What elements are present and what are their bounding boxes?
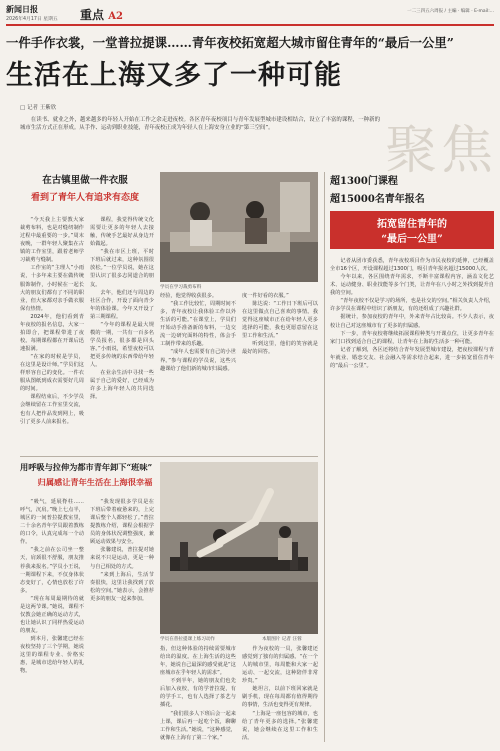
col4-para: 听到这里，他们的笑容就是最好的回答。 xyxy=(242,341,318,356)
photo-credit: 本版图片 记者 汪蓉 xyxy=(262,637,302,642)
section-name: 重点 xyxy=(80,8,105,22)
s2-para: “我之前在公司坐一整天，肩颈很不舒服，朋友推荐我来报名。”学员小王说，一期课程下来，不仅身体状态变好了，心情也放松了许多。 xyxy=(20,547,84,594)
s2-para: “上海是一座包容的城市，也给了青年更多的选择。”张馨建说，她会继续在这里工作和生活。 xyxy=(242,710,318,741)
main-headline: 生活在上海又多了一种可能 xyxy=(6,60,342,91)
paper-name: 新闻日报 xyxy=(6,4,38,14)
page-header xyxy=(6,4,494,24)
s2-para: 张馨建说，普拉提对她来说不只是运动，更是一种与自己相处的方式。 xyxy=(90,547,154,570)
byline: □ 记者 王紫欣 xyxy=(20,105,57,111)
s2-para: 她坦言，以前下班回家就是刷手机，现在每周都有值得期待的事情，生活也变得更有规律。 xyxy=(242,686,318,709)
s1-para: “在家的时候是学员，在这里是设计师。”学员们这样形容自己的变化。一件衣服从图纸到成衣需要好几周的时间。 xyxy=(20,354,84,393)
col2-para: “今年的课程是最大规模的一期，一共有一百多名学员报名，很多都是回头客。”小雨说，希望夜校可以把更多传统的东西带给年轻人。 xyxy=(90,321,154,369)
col2-para: “我在市区上班，平时下班后就过来，这种氛围很放松。”一位学员说，她在这里认识了很多志同道合的朋友。 xyxy=(90,249,154,288)
sidebar xyxy=(330,172,494,742)
s2-para: “吸气，延展脊柱……呼气，沉肩。”晚上七点半，城区的一间普拉提教室里，二十余名青年学员跟着教练的口令，认真完成每一个动作。 xyxy=(20,499,84,546)
col3-para: “成年人也需要有自己的小世界。”参与课程的学员说，这些兴趣课给了他们新的城市归属感。 xyxy=(160,349,236,372)
pilates-class-photo xyxy=(160,462,318,634)
sidebar-para: 记者从团市委获悉，青年夜校项目作为市民夜校的延伸，已经覆盖全市16个区，开设课程超过1300门，吸引青年报名超过15000人次。 xyxy=(330,258,494,273)
section1-col1 xyxy=(20,216,84,452)
s2-para: 到本月，张馨建已经在夜校坚持了三个学期，她说这里的课程专业、价格实惠，是城市送给年轻人的礼物。 xyxy=(20,636,84,675)
pilates-scene xyxy=(160,462,318,634)
section2-title: 用呼吸与拉伸为都市青年卸下“班味” xyxy=(20,462,153,472)
section-label xyxy=(80,6,123,23)
sidebar-para: 记者了解到，各区还将结合青年发展型城市建设，把夜校课程与青年就业、婚恋交友、社会融入等需求结合起来，进一步拓宽留住青年的“最后一公里”。 xyxy=(330,346,494,369)
sidebar-vertical-rule xyxy=(324,172,325,742)
section1-col2 xyxy=(90,216,154,452)
lead-paragraph: 在读书、就业之外，越来越多的年轻人开始在工作之余走进夜校。各区青年夜校项目与青年发展型城市建设相结合，设立了丰富的课程，一种新的城市生活方式正在形成。从手作、运动到职业技能，青年夜校正成为年轻人在上海安身立业的“第三空间”。 xyxy=(20,117,380,132)
s2-para: “我发现很多学员是在下班后带着疲惫来的，上完课后整个人都轻松了。”普拉提教练介绍，课程会根据学员的身体状况调整强度，兼顾运动效果与安全。 xyxy=(90,499,154,546)
col2-para: 在业余生活中寻找一些属于自己的爱好，已经成为许多上海年轻人的共同选择。 xyxy=(90,370,154,401)
sidebar-para: 今年以来，各区围绕青年需求，不断丰富课程内容，涵盖文化艺术、运动健身、职业技能等多个门类，让青年在八小时之外找到提升自我的空间。 xyxy=(330,274,494,297)
section1-subtitle: 看到了青年人有追求有态度 xyxy=(30,193,139,203)
col3-para: 经验，他觉得收获很多。 xyxy=(160,293,218,299)
s2-para: “来到上海后，生活节奏很快，这里让我找到了放松的空间。”她表示，会推荐更多的朋友一起来参加。 xyxy=(90,571,154,602)
section2-col1 xyxy=(20,498,84,743)
s2-para: “现在每周最期待的就是这两节课。”她说，课程不仅教会她正确的运动方式，也让她认识了同样热爱运动的朋友。 xyxy=(20,595,84,634)
header-right-info: 一二三四五六周报 / 主編 · 编辑 · E-mail:... xyxy=(407,9,494,14)
sidebar-para: 下一步，青年夜校将继续拓展课程种类与开课点位，让更多青年在家门口找到适合自己的课程，让青年在上海的生活多一种可能。 xyxy=(330,330,494,345)
section1-header xyxy=(20,172,150,203)
sidebar-title-2: 超15000名青年报名 xyxy=(330,194,425,205)
sidebar-banner xyxy=(330,211,494,249)
photo1-caption: 学员在学习裁剪布料 xyxy=(160,285,202,290)
sewing-class-photo xyxy=(160,172,318,282)
section2-subtitle: 归属感让青年生活在上海很幸福 xyxy=(37,477,153,487)
section1-col3 xyxy=(160,292,236,452)
col2-para: 去年，他们还与周边的社区合作，开设了面向青少年的体验课。今年又开设了第三期课程。 xyxy=(90,289,154,320)
s2-para: 指，但这种体验的持续需要城市给出的温度。在上海生活的这些年，她说自己最深的感受就是“这座城市在乎年轻人的需求”。 xyxy=(160,646,236,677)
section2-col2 xyxy=(90,498,154,743)
section2-col4 xyxy=(242,645,318,743)
s1-para: “今天我上主要教大家裁剪布料，也是对缝纫制作过程中最重要的一步。”周末夜晚，一群年轻人聚集在古镇的工作室里，跟着老师学习裁剪与缝制。 xyxy=(20,217,84,264)
section1-title: 在古镇里做一件衣服 xyxy=(42,175,128,186)
s1-para: 2024年，他们看到青年夜校的报名信息，大家一拍即合，把课程带进了夜校。每期课程都在开课后迅速报满。 xyxy=(20,313,84,352)
sidebar-body xyxy=(330,257,494,737)
sidebar-para: “青年夜校不仅是学习的场所，也是社交的空间。”相关负责人介绍，许多学员在课程中结识了新朋友，有的还组成了兴趣社群。 xyxy=(330,298,494,313)
section2-col3 xyxy=(160,645,236,743)
col4-para: 陈达说：“工作日下班后可以在这里做点自己喜欢的事情。我觉得这座城市正在给年轻人更多选择的可能，我也更愿意留在这里工作和生活。” xyxy=(242,301,318,340)
photo2-caption: 学员在普拉提课上练习动作 xyxy=(160,637,216,642)
s2-para: 作为夜校的一员，张馨建还感觉到了独有的归属感。“在一个人的城市里，每周能和大家一起运动、一起交流，这种陪伴非常珍贵。” xyxy=(242,646,318,685)
s2-para: 不到半年，她的朋友们也先后加入夜校，有的学普拉提，有的学手工，也有人选择了茶艺与插花。 xyxy=(160,678,236,709)
section-divider xyxy=(20,456,318,457)
deco-characters: 聚焦 xyxy=(385,121,498,181)
issue-date: 2026年4月17日 星期五 xyxy=(6,17,58,22)
s1-para: 工作室的“主理人”小雨说，十多年来主要在做传统服饰制作，小时候在一起长大的朋友们都有了不同的职业，但大家都对亲手做衣服保有热情。 xyxy=(20,265,84,312)
sewing-scene xyxy=(160,172,318,282)
sidebar-para: 据统计，参加夜校的青年中，外来青年占比较高。不少人表示，夜校让自己对这座城市有了更多的归属感。 xyxy=(330,314,494,329)
col2-para: 课程，我觉得传统文化需要让更多的年轻人去接触，传统手艺最好从身边开始做起。 xyxy=(90,217,154,248)
s1-para: 课程结束后，不少学员会继续留在工作室里交流，也有人把作品发到网上，吸引了更多人前来报名。 xyxy=(20,394,84,425)
banner-line-2: “最后一公里” xyxy=(381,234,443,245)
s2-para: “我们很多人下班后会一起来上课，课后再一起吃个饭，聊聊工作和生活。”她说，“这种感觉，就像在上海有了第二个家。” xyxy=(160,710,236,741)
section1-col4 xyxy=(242,292,318,452)
col4-para: 度一件好看的衣服。” xyxy=(242,293,289,299)
section2-header xyxy=(20,462,170,488)
col3-para: “我工作比较忙，周期时间不多，青年夜校让我体验工作以外生活的可能。”在课堂上，学员们开始动手准备新的布料，一边交流一边研究面料的特性，体会手工制作带来的乐趣。 xyxy=(160,301,236,348)
sidebar-title-1: 超1300门课程 xyxy=(330,176,398,187)
page-number: A2 xyxy=(108,11,123,22)
kicker-headline: 一件手作衣裳，一堂普拉提课……青年夜校拓宽超大城市留住青年的“最后一公里” xyxy=(6,35,454,50)
header-divider xyxy=(6,24,494,26)
banner-line-1: 拓宽留住青年的 xyxy=(377,219,447,230)
